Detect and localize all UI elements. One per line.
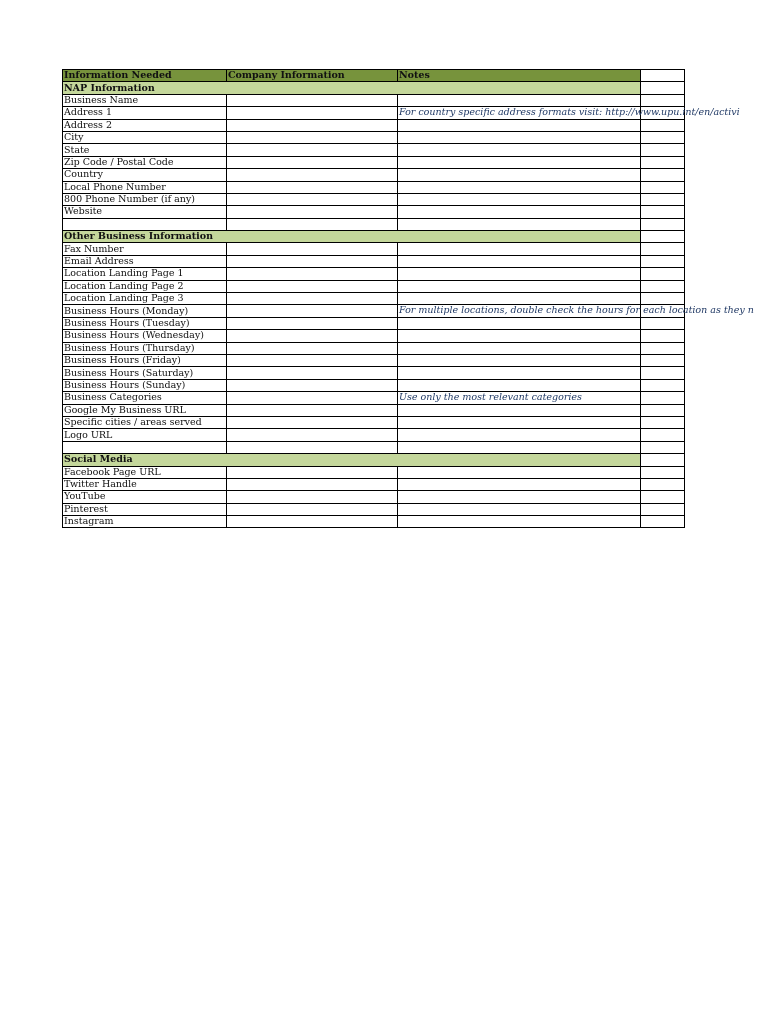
company-info-cell[interactable] (227, 317, 398, 329)
section-empty-cell[interactable] (641, 82, 685, 94)
field-label[interactable]: State (63, 144, 227, 156)
extra-cell[interactable] (641, 156, 685, 168)
company-info-cell[interactable] (227, 144, 398, 156)
table-row (63, 156, 685, 168)
notes-cell[interactable] (398, 206, 641, 218)
field-label[interactable]: Google My Business URL (63, 404, 227, 416)
company-info-cell[interactable] (227, 367, 398, 379)
company-info-cell[interactable] (227, 169, 398, 181)
company-info-cell[interactable] (227, 156, 398, 168)
table-row (63, 317, 685, 329)
notes-cell[interactable] (398, 243, 641, 255)
header-notes[interactable]: Notes (398, 70, 641, 82)
field-label[interactable]: Business Hours (Sunday) (63, 379, 227, 391)
extra-cell[interactable] (641, 206, 685, 218)
field-label[interactable]: Location Landing Page 2 (63, 280, 227, 292)
notes-cell[interactable] (398, 119, 641, 131)
company-info-cell[interactable] (227, 293, 398, 305)
extra-cell[interactable] (641, 317, 685, 329)
notes-cell[interactable] (398, 466, 641, 478)
note-text-overflow: For multiple locations, double check the hours for each location as they n (399, 305, 754, 317)
table-row (63, 181, 685, 193)
field-label[interactable]: Location Landing Page 1 (63, 268, 227, 280)
section-empty-cell[interactable] (641, 231, 685, 243)
table-row (63, 392, 685, 404)
table-row (63, 94, 685, 106)
company-info-cell[interactable] (227, 379, 398, 391)
table-row (63, 206, 685, 218)
field-label[interactable]: Country (63, 169, 227, 181)
section-title[interactable]: NAP Information (63, 82, 641, 94)
table-row (63, 268, 685, 280)
extra-cell[interactable] (641, 94, 685, 106)
table-row (63, 466, 685, 478)
header-company-information[interactable]: Company Information (227, 70, 398, 82)
notes-cell[interactable] (398, 268, 641, 280)
field-label[interactable]: 800 Phone Number (if any) (63, 193, 227, 205)
spacer-cell[interactable] (63, 218, 227, 230)
field-label[interactable]: Business Hours (Saturday) (63, 367, 227, 379)
company-info-cell[interactable] (227, 107, 398, 119)
company-info-cell[interactable] (227, 255, 398, 267)
table-row (63, 354, 685, 366)
field-label[interactable]: Pinterest (63, 503, 227, 515)
notes-cell[interactable] (398, 144, 641, 156)
header-row (63, 70, 685, 82)
field-label[interactable]: Specific cities / areas served (63, 416, 227, 428)
table-row (63, 280, 685, 292)
field-label[interactable]: Local Phone Number (63, 181, 227, 193)
notes-cell[interactable] (398, 330, 641, 342)
notes-cell[interactable] (398, 181, 641, 193)
field-label[interactable]: Business Hours (Friday) (63, 354, 227, 366)
notes-cell[interactable] (398, 416, 641, 428)
company-info-cell[interactable] (227, 268, 398, 280)
notes-cell[interactable] (398, 342, 641, 354)
extra-cell[interactable] (641, 255, 685, 267)
note-text-overflow: For country specific address formats visit: http://www.upu.int/en/activi (399, 107, 740, 119)
table-row (63, 330, 685, 342)
notes-cell[interactable] (398, 429, 641, 441)
company-info-cell[interactable] (227, 466, 398, 478)
company-info-cell[interactable] (227, 330, 398, 342)
notes-cell[interactable] (398, 516, 641, 528)
field-label[interactable]: Business Hours (Thursday) (63, 342, 227, 354)
extra-cell[interactable] (641, 429, 685, 441)
spacer-cell[interactable] (227, 441, 398, 453)
notes-cell[interactable] (398, 107, 740, 119)
extra-cell[interactable] (641, 466, 685, 478)
table-row (63, 144, 685, 156)
spacer-cell[interactable] (63, 441, 227, 453)
extra-cell[interactable] (641, 503, 685, 515)
company-info-cell[interactable] (227, 342, 398, 354)
company-info-cell[interactable] (227, 94, 398, 106)
notes-cell[interactable] (398, 392, 641, 404)
field-label[interactable]: Address 2 (63, 119, 227, 131)
company-info-cell[interactable] (227, 193, 398, 205)
field-label[interactable]: Fax Number (63, 243, 227, 255)
section-title[interactable]: Other Business Information (63, 231, 641, 243)
note-text-overflow: Use only the most relevant categories (399, 392, 582, 404)
extra-cell[interactable] (641, 342, 685, 354)
company-info-cell[interactable] (227, 206, 398, 218)
section-empty-cell[interactable] (641, 454, 685, 466)
table-row (63, 169, 685, 181)
extra-cell[interactable] (641, 144, 685, 156)
section-row (63, 82, 685, 94)
extra-cell[interactable] (641, 181, 685, 193)
notes-cell[interactable] (398, 305, 754, 317)
table-row (63, 193, 685, 205)
header-information-needed[interactable]: Information Needed (63, 70, 227, 82)
table-row (63, 367, 685, 379)
notes-cell[interactable] (398, 293, 641, 305)
extra-cell[interactable] (641, 268, 685, 280)
extra-cell[interactable] (641, 404, 685, 416)
company-info-cell[interactable] (227, 280, 398, 292)
notes-cell[interactable] (398, 169, 641, 181)
company-info-cell[interactable] (227, 416, 398, 428)
field-label[interactable]: Business Name (63, 94, 227, 106)
company-info-cell[interactable] (227, 131, 398, 143)
notes-cell[interactable] (398, 317, 641, 329)
header-empty-cell[interactable] (641, 70, 685, 82)
notes-cell[interactable] (398, 156, 641, 168)
company-info-cell[interactable] (227, 354, 398, 366)
company-info-cell[interactable] (227, 404, 398, 416)
extra-cell[interactable] (641, 330, 685, 342)
company-info-cell[interactable] (227, 243, 398, 255)
notes-cell[interactable] (398, 193, 641, 205)
notes-cell[interactable] (398, 404, 641, 416)
table-row (63, 491, 685, 503)
field-label[interactable]: Website (63, 206, 227, 218)
field-label[interactable]: Business Hours (Wednesday) (63, 330, 227, 342)
extra-cell[interactable] (641, 379, 685, 391)
extra-cell[interactable] (641, 293, 685, 305)
field-label[interactable]: Location Landing Page 3 (63, 293, 227, 305)
section-row (63, 231, 685, 243)
table-row (63, 293, 685, 305)
notes-cell[interactable] (398, 503, 641, 515)
company-info-cell[interactable] (227, 478, 398, 490)
field-label[interactable]: Business Categories (63, 392, 227, 404)
table-row (63, 119, 685, 131)
table-row (63, 342, 685, 354)
notes-cell[interactable] (398, 367, 641, 379)
table-row (63, 243, 685, 255)
company-info-cell[interactable] (227, 516, 398, 528)
spacer-cell[interactable] (398, 218, 641, 230)
extra-cell[interactable] (641, 478, 685, 490)
table-row (63, 503, 685, 515)
table-row (63, 416, 685, 428)
notes-cell[interactable] (398, 255, 641, 267)
extra-cell[interactable] (641, 491, 685, 503)
extra-cell[interactable] (641, 131, 685, 143)
company-info-cell[interactable] (227, 181, 398, 193)
company-info-cell[interactable] (227, 392, 398, 404)
field-label[interactable]: Address 1 (63, 107, 227, 119)
field-label[interactable]: Business Hours (Tuesday) (63, 317, 227, 329)
spacer-cell[interactable] (227, 218, 398, 230)
company-info-cell[interactable] (227, 119, 398, 131)
notes-cell[interactable] (398, 478, 641, 490)
field-label[interactable]: Instagram (63, 516, 227, 528)
spacer-cell[interactable] (641, 218, 685, 230)
company-info-cell[interactable] (227, 491, 398, 503)
extra-cell[interactable] (641, 243, 685, 255)
field-label[interactable]: Logo URL (63, 429, 227, 441)
table-row (63, 131, 685, 143)
spacer-row (63, 218, 685, 230)
notes-cell[interactable] (398, 94, 641, 106)
company-info-cell[interactable] (227, 429, 398, 441)
field-label[interactable]: Zip Code / Postal Code (63, 156, 227, 168)
notes-cell[interactable] (398, 491, 641, 503)
extra-cell[interactable] (641, 193, 685, 205)
extra-cell[interactable] (641, 169, 685, 181)
section-title[interactable]: Social Media (63, 454, 641, 466)
spacer-row (63, 441, 685, 453)
spreadsheet-body (63, 70, 754, 528)
field-label[interactable]: Email Address (63, 255, 227, 267)
extra-cell[interactable] (641, 280, 685, 292)
company-info-cell[interactable] (227, 305, 398, 317)
table-row (63, 404, 685, 416)
table-row (63, 429, 685, 441)
extra-cell[interactable] (641, 516, 685, 528)
field-label[interactable]: City (63, 131, 227, 143)
notes-cell[interactable] (398, 131, 641, 143)
notes-cell[interactable] (398, 379, 641, 391)
field-label[interactable]: Twitter Handle (63, 478, 227, 490)
spreadsheet-table (62, 69, 754, 528)
spacer-cell[interactable] (398, 441, 641, 453)
field-label[interactable]: YouTube (63, 491, 227, 503)
table-row (63, 379, 685, 391)
table-row (63, 107, 685, 119)
spacer-cell[interactable] (641, 441, 685, 453)
company-info-cell[interactable] (227, 503, 398, 515)
extra-cell[interactable] (641, 367, 685, 379)
table-row (63, 255, 685, 267)
field-label[interactable]: Business Hours (Monday) (63, 305, 227, 317)
extra-cell[interactable] (641, 119, 685, 131)
extra-cell[interactable] (641, 416, 685, 428)
table-row (63, 478, 685, 490)
notes-cell[interactable] (398, 354, 641, 366)
extra-cell[interactable] (641, 354, 685, 366)
table-row (63, 516, 685, 528)
table-row (63, 305, 685, 317)
field-label[interactable]: Facebook Page URL (63, 466, 227, 478)
notes-cell[interactable] (398, 280, 641, 292)
section-row (63, 454, 685, 466)
